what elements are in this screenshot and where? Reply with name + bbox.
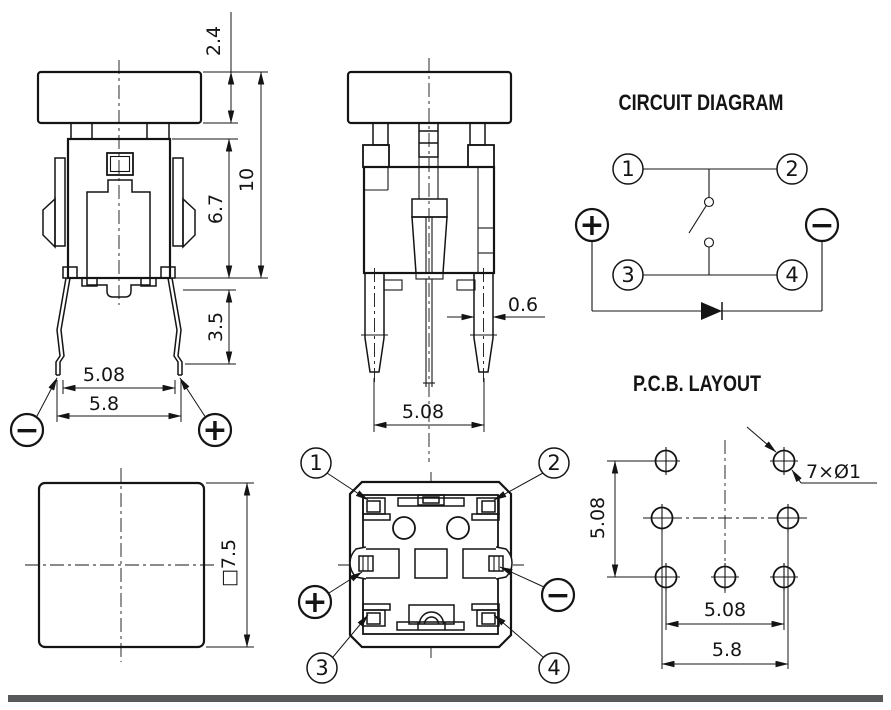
- bottom-label-3: 3: [315, 656, 329, 680]
- bottom-label-4: 4: [547, 656, 561, 680]
- front-plunger-collar: [71, 123, 169, 139]
- dim-side-pin-span: 5.08: [401, 401, 445, 423]
- cap-top-view: [25, 468, 254, 662]
- circuit-terminals: [576, 154, 838, 290]
- pcb-hole-note: 7×Ø1: [806, 461, 862, 483]
- side-led-core: [412, 157, 447, 279]
- circuit-diagram-title: CIRCUIT DIAGRAM: [618, 90, 784, 115]
- switch-contact-bottom: [705, 238, 714, 247]
- dim-leg-length: 3.5: [205, 311, 227, 343]
- front-body: [68, 139, 170, 278]
- circuit-label-1: 1: [621, 157, 635, 181]
- circuit-label-4: 4: [785, 263, 799, 287]
- circuit-label-neg: −: [809, 208, 835, 243]
- switch-contact-top: [705, 198, 714, 207]
- dim-cap-size: □7.5: [218, 538, 240, 588]
- side-cap: [348, 72, 511, 123]
- front-dimensions: [57, 12, 268, 422]
- dim-body-height: 6.7: [205, 193, 227, 225]
- front-view: [11, 12, 268, 448]
- dim-pin-span-inner: 5.08: [82, 364, 126, 386]
- bottom-label-2: 2: [547, 451, 561, 475]
- bottom-label-1: 1: [309, 451, 323, 475]
- front-pos-label: +: [202, 413, 228, 448]
- front-neg-label: −: [14, 413, 40, 448]
- bottom-label-pos: +: [302, 585, 328, 620]
- side-view: [348, 58, 545, 462]
- dim-pcb-pins: 5.08: [703, 599, 747, 621]
- bottom-label-neg: −: [545, 578, 571, 613]
- front-led-window: [107, 153, 133, 175]
- bottom-view: [299, 448, 574, 683]
- dim-pcb-led: 5.8: [711, 639, 743, 661]
- dim-cap-height: 2.4: [203, 25, 225, 57]
- side-dimensions: [374, 317, 545, 432]
- circuit-label-2: 2: [785, 157, 799, 181]
- dim-pin-span-outer: 5.8: [88, 393, 120, 415]
- pcb-layout: [587, 371, 877, 669]
- dim-pcb-vertical: 5.08: [587, 496, 609, 540]
- diode-symbol: [701, 302, 722, 320]
- dim-total-height: 10: [236, 167, 258, 193]
- pcb-layout-title: P.C.B. LAYOUT: [633, 371, 762, 396]
- circuit-label-pos: +: [579, 208, 605, 243]
- dim-pin-width: 0.6: [507, 294, 539, 316]
- side-shoulders: [363, 145, 494, 167]
- circuit-label-3: 3: [621, 263, 635, 287]
- circuit-diagram: [576, 90, 838, 320]
- footer-bar: [8, 695, 883, 702]
- front-cap: [38, 72, 201, 123]
